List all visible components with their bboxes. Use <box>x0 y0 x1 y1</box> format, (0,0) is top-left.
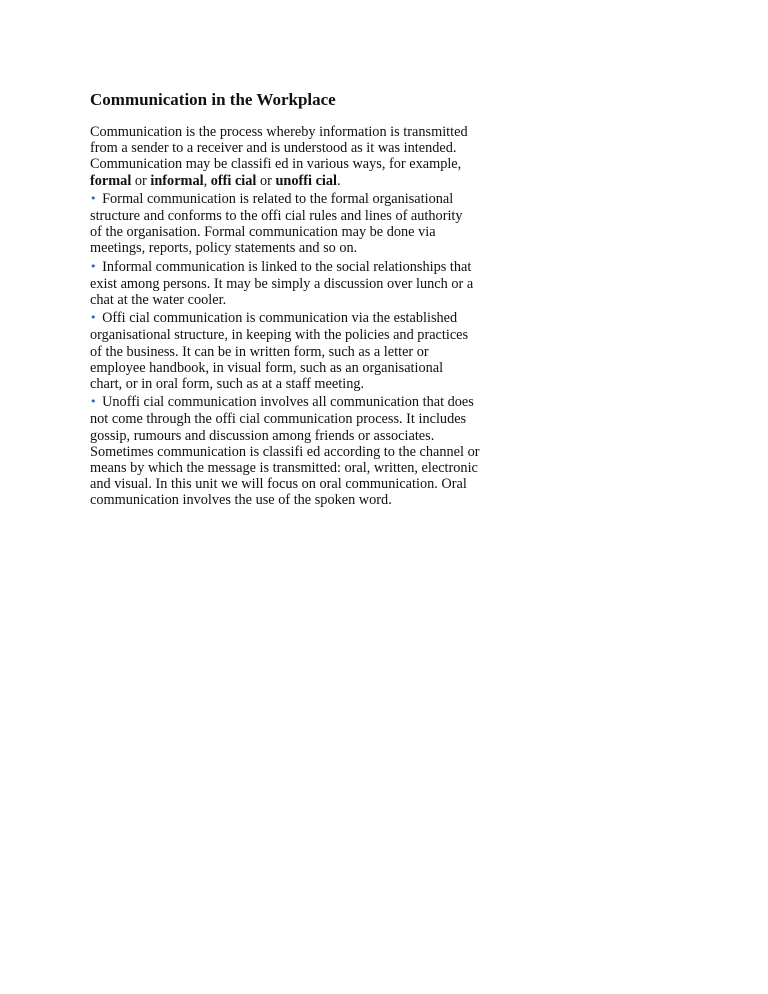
bullet-line: meetings, reports, policy statements and so on. <box>90 240 358 257</box>
bullet-line: organisational structure, in keeping with the policies and practices <box>90 327 469 344</box>
bullet-icon: • <box>90 259 97 273</box>
bullet-line <box>90 310 482 327</box>
bullet-line: employee handbook, in visual form, such as an organisational <box>90 359 444 376</box>
term-separator: , <box>203 172 211 189</box>
document-content <box>90 90 482 511</box>
term-separator: or <box>131 172 151 189</box>
bullet-line: not come through the offi cial communication process. It includes <box>90 411 467 428</box>
bullet-line: Sometimes communication is classifi ed according to the channel or <box>90 443 480 460</box>
term-separator: . <box>337 172 341 189</box>
term-official: offi cial <box>210 172 257 189</box>
bullet-icon: • <box>90 311 97 325</box>
bullet-icon: • <box>90 191 97 205</box>
intro-paragraph <box>90 124 482 189</box>
bullet-line <box>90 394 482 411</box>
bullet-line: gossip, rumours and discussion among friends or associates. <box>90 427 435 444</box>
bullet-line: and visual. In this unit we will focus on oral communication. Oral <box>90 476 467 493</box>
bullet-line: means by which the message is transmitted: oral, written, electronic <box>90 460 478 477</box>
bullet-line: exist among persons. It may be simply a discussion over lunch or a <box>90 275 474 292</box>
intro-line: Communication may be classifi ed in various ways, for example, <box>90 156 462 173</box>
bullet-line: chart, or in oral form, such as at a staff meeting. <box>90 376 365 393</box>
term-formal: formal <box>90 172 132 189</box>
bullet-line: communication involves the use of the spoken word. <box>90 492 392 509</box>
bullet-line: of the business. It can be in written form, such as a letter or <box>90 343 429 360</box>
bullet-text: Unoffi cial communication involves all communication that does <box>102 394 474 411</box>
bullet-line: structure and conforms to the offi cial rules and lines of authority <box>90 208 463 225</box>
bullet-line: of the organisation. Formal communication may be done via <box>90 224 436 241</box>
bullet-line <box>90 259 482 276</box>
bullet-item-official <box>90 310 482 392</box>
bullet-line <box>90 191 482 208</box>
bullet-item-formal <box>90 191 482 257</box>
bullet-icon: • <box>90 395 97 409</box>
intro-line: Communication is the process whereby information is transmitted <box>90 124 468 140</box>
term-unofficial: unoffi cial <box>275 172 338 189</box>
bullet-item-unofficial <box>90 394 482 508</box>
bullet-item-informal <box>90 259 482 309</box>
bullet-text: Informal communication is linked to the social relationships that <box>102 258 472 275</box>
bullet-line: chat at the water cooler. <box>90 292 227 309</box>
bullet-text: Offi cial communication is communication via the established <box>102 310 458 327</box>
term-separator: or <box>256 172 276 189</box>
intro-line: from a sender to a receiver and is understood as it was intended. <box>90 140 457 157</box>
term-informal: informal <box>150 172 204 189</box>
intro-terms-line <box>90 173 482 189</box>
page-title: Communication in the Workplace <box>90 90 336 109</box>
bullet-text: Formal communication is related to the formal organisational <box>102 190 454 207</box>
